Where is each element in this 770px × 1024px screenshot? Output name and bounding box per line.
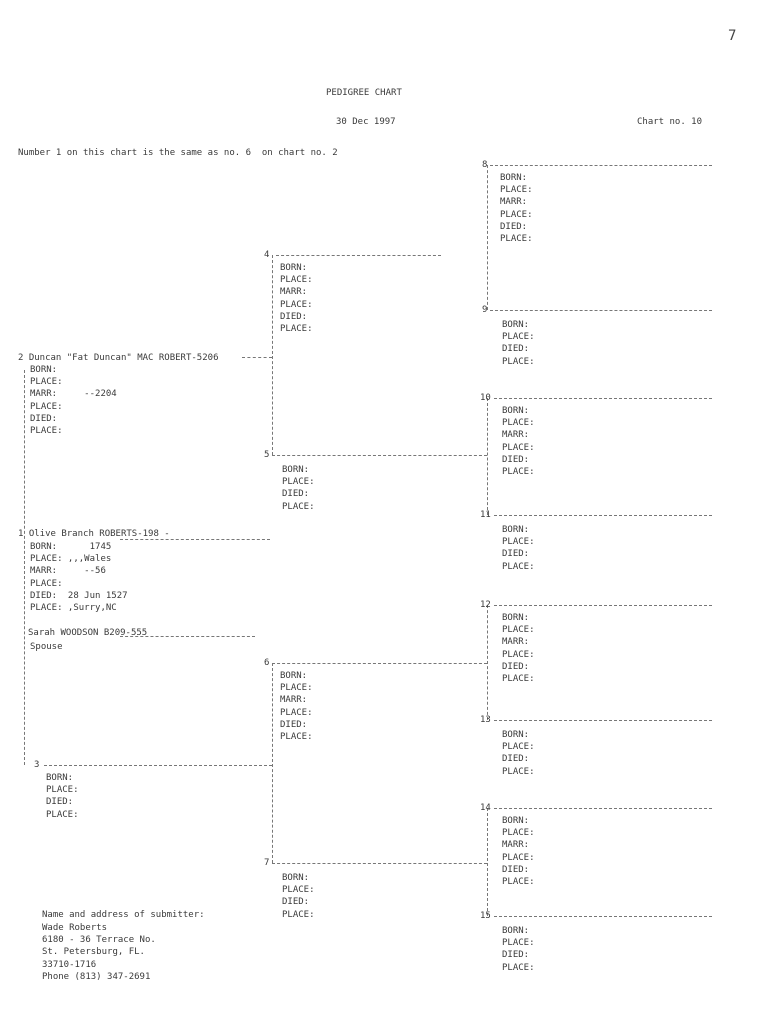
field-line: DIED: (46, 797, 74, 808)
field-line: BORN: (502, 730, 530, 740)
person-15-fields (502, 925, 535, 974)
person-9-number: 9 (482, 305, 488, 315)
field-line: DIED: (502, 344, 530, 355)
field-line: PLACE: (282, 501, 315, 512)
person-1-name: 1 Olive Branch ROBERTS-198 - (18, 529, 170, 539)
field-line: DIED: (502, 661, 530, 672)
person-8-number: 8 (482, 160, 488, 170)
person-3-fields (46, 772, 79, 821)
field-line: DIED: (502, 864, 530, 875)
field-line: MARR: --56 (30, 566, 106, 577)
person-7-fields (282, 872, 315, 921)
field-line: PLACE: (502, 356, 535, 367)
field-line: PLACE: (502, 962, 535, 973)
person-2-fields (30, 364, 117, 437)
field-line: BORN: 1745 (30, 542, 112, 552)
person-9-fields (502, 319, 535, 368)
field-line: DIED: (502, 754, 530, 765)
chart-title: PEDIGREE CHART (326, 88, 402, 98)
field-line: BORN: (502, 613, 530, 623)
person-2-name: 2 Duncan "Fat Duncan" MAC ROBERT-5206 (18, 353, 219, 363)
person-6-fields (280, 670, 313, 743)
field-line: DIED: (502, 454, 530, 465)
chart-number: Chart no. 10 (637, 117, 703, 127)
field-line: St. Petersburg, FL. (42, 947, 145, 958)
field-line: BORN: (280, 263, 308, 273)
person-5-fields (282, 464, 315, 513)
field-line: DIED: (280, 311, 308, 322)
person-1-fields (30, 541, 128, 614)
person-12-number: 12 (480, 600, 491, 610)
field-line: PLACE: (30, 578, 63, 589)
person-4-fields (280, 262, 313, 335)
field-line: DIED: (500, 221, 528, 232)
field-line: PLACE: (500, 185, 533, 196)
field-line: DIED: (502, 950, 530, 961)
field-line: DIED: 28 Jun 1527 (30, 590, 128, 601)
field-line: MARR: (502, 637, 530, 648)
person-13-fields (502, 729, 535, 778)
chart-date: 30 Dec 1997 (336, 117, 396, 127)
field-line: PLACE: (502, 828, 535, 839)
field-line: BORN: (502, 525, 530, 535)
field-line: PLACE: (280, 299, 313, 310)
person-12-fields (502, 612, 535, 685)
field-line: 33710-1716 (42, 959, 97, 970)
person-7-number: 7 (264, 858, 270, 868)
person-13-number: 13 (480, 715, 491, 725)
field-line: Phone (813) 347-2691 (42, 971, 151, 982)
field-line: MARR: (502, 840, 530, 851)
field-line: PLACE: (502, 742, 535, 753)
person-10-fields (502, 405, 535, 478)
field-line: BORN: (502, 406, 530, 416)
field-line: BORN: (280, 671, 308, 681)
field-line: BORN: (500, 173, 528, 183)
field-line: PLACE: (502, 674, 535, 685)
field-line: PLACE: (280, 683, 313, 694)
field-line: DIED: (282, 489, 310, 500)
corner-mark: 7 (728, 28, 737, 44)
submitter-heading: Name and address of submitter: (42, 910, 205, 920)
chart-note: Number 1 on this chart is the same as no. 6 on chart no. 2 (18, 148, 338, 158)
field-line: PLACE: (502, 877, 535, 888)
field-line: PLACE: (30, 426, 63, 437)
field-line: PLACE: (502, 537, 535, 548)
person-10-number: 10 (480, 393, 491, 403)
person-11-number: 11 (480, 510, 491, 520)
field-line: PLACE: (280, 275, 313, 286)
field-line: PLACE: (500, 209, 533, 220)
field-line: PLACE: ,,,Wales (30, 554, 112, 565)
field-line: PLACE: (502, 766, 535, 777)
field-line: PLACE: (500, 234, 533, 245)
person-8-fields (500, 172, 533, 245)
field-line: PLACE: (502, 332, 535, 343)
field-line: MARR: (280, 287, 308, 298)
field-line: DIED: (282, 897, 310, 908)
person-14-fields (502, 815, 535, 888)
person-6-number: 6 (264, 658, 270, 668)
person-4-number: 4 (264, 250, 270, 260)
submitter-address (42, 922, 156, 983)
field-line: 6180 - 36 Terrace No. (42, 935, 156, 946)
field-line: BORN: (30, 365, 58, 375)
field-line: BORN: (282, 873, 310, 883)
field-line: PLACE: (46, 785, 79, 796)
field-line: MARR: (280, 695, 308, 706)
field-line: MARR: (502, 430, 530, 441)
field-line: PLACE: (502, 625, 535, 636)
field-line: PLACE: ,Surry,NC (30, 603, 117, 614)
field-line: PLACE: (502, 467, 535, 478)
field-line: PLACE: (502, 561, 535, 572)
field-line: PLACE: (502, 852, 535, 863)
person-5-number: 5 (264, 450, 270, 460)
field-line: PLACE: (280, 324, 313, 335)
field-line: PLACE: (280, 707, 313, 718)
field-line: MARR: --2204 (30, 389, 117, 400)
person-1-spouse-label: Spouse (30, 642, 63, 652)
field-line: DIED: (502, 549, 530, 560)
field-line: PLACE: (502, 418, 535, 429)
person-3-number: 3 (34, 760, 40, 770)
field-line: MARR: (500, 197, 528, 208)
field-line: PLACE: (282, 885, 315, 896)
field-line: PLACE: (282, 909, 315, 920)
field-line: PLACE: (502, 649, 535, 660)
field-line: DIED: (280, 719, 308, 730)
field-line: PLACE: (46, 809, 79, 820)
field-line: BORN: (282, 465, 310, 475)
field-line: DIED: (30, 413, 58, 424)
person-1-spouse-name: Sarah WOODSON B209-555 (28, 628, 148, 638)
person-11-fields (502, 524, 535, 573)
field-line: PLACE: (282, 477, 315, 488)
field-line: BORN: (502, 926, 530, 936)
field-line: BORN: (502, 320, 530, 330)
field-line: BORN: (46, 773, 74, 783)
field-line: PLACE: (30, 401, 63, 412)
field-line: PLACE: (502, 938, 535, 949)
person-14-number: 14 (480, 803, 491, 813)
field-line: PLACE: (280, 732, 313, 743)
field-line: Wade Roberts (42, 923, 108, 933)
field-line: PLACE: (502, 442, 535, 453)
field-line: PLACE: (30, 377, 63, 388)
person-15-number: 15 (480, 911, 491, 921)
field-line: BORN: (502, 816, 530, 826)
